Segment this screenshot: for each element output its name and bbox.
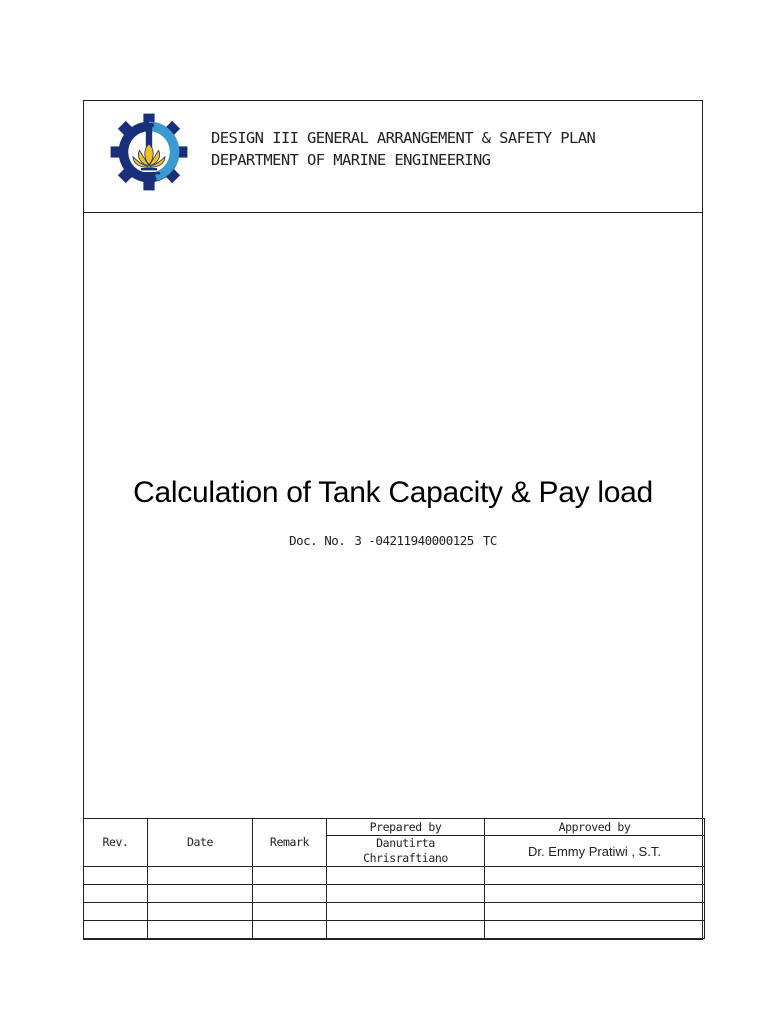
prepared-by-header: Prepared by (327, 819, 485, 836)
table-cell (327, 921, 485, 939)
table-row (84, 903, 705, 921)
table-cell (327, 867, 485, 885)
rev-header: Rev. (84, 819, 148, 867)
prepared-by-name (327, 836, 485, 867)
doc-no-label: Doc. No. (289, 533, 346, 548)
table-cell (485, 921, 705, 939)
date-header: Date (148, 819, 253, 867)
remark-header: Remark (253, 819, 327, 867)
table-row (84, 885, 705, 903)
table-header-row (84, 819, 705, 836)
table-cell (148, 867, 253, 885)
document-number (84, 533, 702, 548)
table-cell (253, 885, 327, 903)
doc-no-suffix: TC (482, 533, 497, 548)
table-cell (253, 903, 327, 921)
table-cell (148, 903, 253, 921)
document-frame (83, 100, 703, 940)
table-cell (148, 921, 253, 939)
approved-by-name: Dr. Emmy Pratiwi , S.T. (485, 836, 705, 867)
table-cell (84, 903, 148, 921)
approved-by-header: Approved by (485, 819, 705, 836)
header-course-title: DESIGN III GENERAL ARRANGEMENT & SAFETY PLAN (211, 129, 596, 147)
table-cell (84, 885, 148, 903)
table-cell (327, 903, 485, 921)
prepared-name-first: Danutirta (376, 836, 435, 850)
table-cell (485, 867, 705, 885)
revision-table (83, 818, 705, 939)
prepared-name-last: Chrisraftiano (363, 851, 448, 865)
header-department: DEPARTMENT OF MARINE ENGINEERING (211, 151, 491, 169)
document-title: Calculation of Tank Capacity & Pay load (133, 476, 653, 509)
table-cell (485, 885, 705, 903)
table-cell (253, 867, 327, 885)
table-cell (253, 921, 327, 939)
table-cell (148, 885, 253, 903)
document-header (84, 101, 702, 213)
table-row (84, 867, 705, 885)
header-text-block (211, 127, 595, 171)
table-cell (84, 867, 148, 885)
table-cell (84, 921, 148, 939)
table-cell (327, 885, 485, 903)
doc-no-number: 3 -04211940000125 (354, 533, 474, 548)
table-cell (485, 903, 705, 921)
table-row (84, 921, 705, 939)
institution-emblem-icon (109, 112, 189, 192)
